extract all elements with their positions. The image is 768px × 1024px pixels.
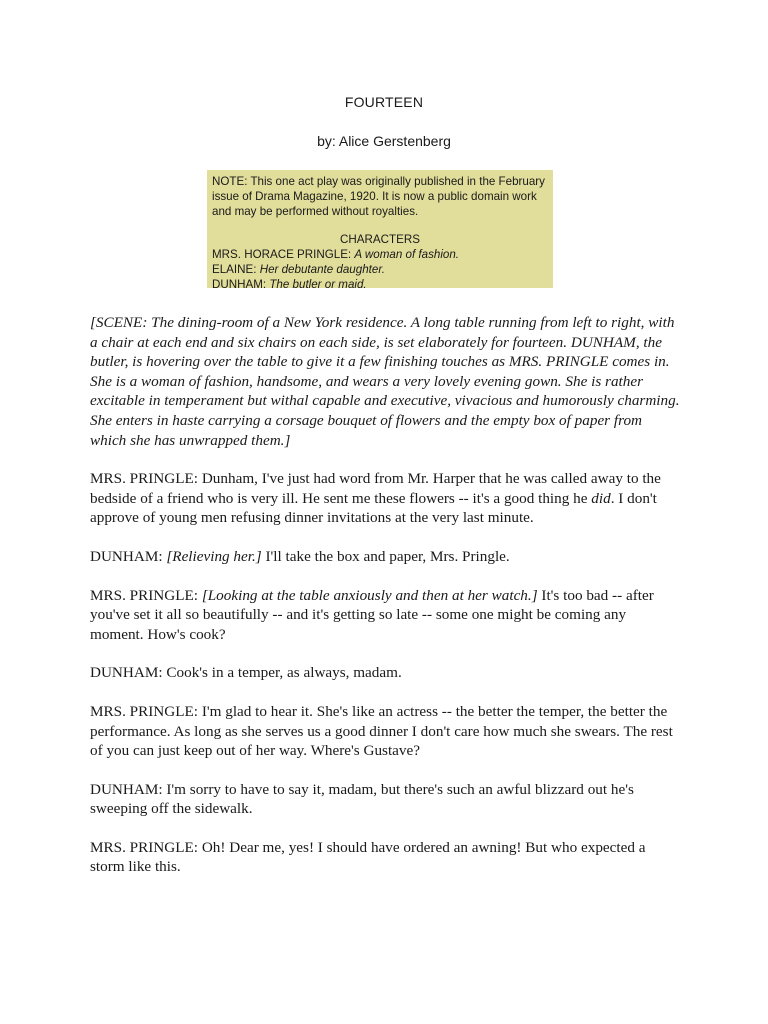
character-description: Her debutante daughter. bbox=[259, 263, 385, 277]
emphasized-word: did bbox=[591, 489, 611, 507]
dialogue-line bbox=[90, 838, 682, 877]
stage-direction: [Looking at the table anxiously and then at her watch.] bbox=[198, 586, 538, 604]
play-title: FOURTEEN bbox=[344, 94, 424, 110]
dialogue-text: Cook's in a temper, as always, madam. bbox=[162, 664, 402, 682]
author-byline: by: Alice Gerstenberg bbox=[317, 133, 451, 149]
dialogue-line bbox=[90, 586, 682, 645]
dialogue-line bbox=[90, 780, 682, 819]
character-description: The butler or maid. bbox=[269, 278, 367, 292]
speaker-name: DUNHAM: bbox=[90, 780, 163, 798]
character-description: A woman of fashion. bbox=[354, 247, 460, 261]
dialogue-text: It's too bad -- after you've set it all so beautifully -- and it's getting so late -- some one might be coming any moment. How's cook? bbox=[90, 586, 654, 643]
scene-description: [SCENE: The dining-room of a New York residence. A long table running from left to right, with a chair at each end and six chairs on each side, is set elaborately for fourteen. DUNHAM, the butler, is hovering over the table to give it a few finishing touches as MRS. PRINGLE comes in. She is a woman of fashion, handsome, and wears a very lovely evening gown. She is rather excitable in temperament but withal capable and executive, vivacious and humorously charming. She enters in haste carrying a corsage bouquet of flowers and the empty box of paper from which she has unwrapped them.] bbox=[90, 314, 680, 449]
characters-heading: CHARACTERS bbox=[340, 232, 420, 246]
speaker-name: DUNHAM: bbox=[90, 664, 163, 682]
publication-note: NOTE: This one act play was originally published in the February issue of Drama Magazine, 1920. It is now a public domain work and may be performed without royalties. bbox=[212, 175, 545, 219]
speaker-name: DUNHAM: bbox=[90, 547, 163, 565]
speaker-name: MRS. PRINGLE: bbox=[90, 586, 199, 604]
character-entry bbox=[212, 277, 548, 292]
script-body bbox=[90, 313, 682, 896]
character-name: DUNHAM: bbox=[212, 278, 267, 292]
dialogue-text: Dunham, I've just had word from Mr. Harper that he was called away to the bedside of a friend who is very ill. He sent me these flowers -- it's a good thing he bbox=[90, 470, 661, 507]
speaker-name: MRS. PRINGLE: bbox=[90, 702, 199, 720]
speaker-name: MRS. PRINGLE: bbox=[90, 838, 199, 856]
dialogue-text: . I don't approve of young men refusing dinner invitations at the very last minute. bbox=[90, 489, 657, 527]
character-name: ELAINE: bbox=[212, 263, 257, 277]
dialogue-text: I'm glad to hear it. She's like an actress -- the better the temper, the better the performance. As long as she serves us a good dinner I don't care how much she swears. The rest of you can just keep out of her way. Where's Gustave? bbox=[90, 702, 673, 760]
note-box bbox=[207, 170, 553, 292]
dialogue-text: Oh! Dear me, yes! I should have ordered an awning! But who expected a storm like this. bbox=[90, 838, 646, 876]
dialogue-line bbox=[90, 469, 682, 528]
speaker-name: MRS. PRINGLE: bbox=[90, 470, 199, 488]
character-name: MRS. HORACE PRINGLE: bbox=[212, 247, 352, 261]
stage-direction: [Relieving her.] bbox=[162, 547, 262, 565]
dialogue-line bbox=[90, 547, 682, 567]
character-entry bbox=[212, 247, 548, 262]
dialogue-text: I'll take the box and paper, Mrs. Pringle. bbox=[261, 547, 510, 565]
dialogue-line bbox=[90, 663, 682, 683]
dialogue-text: I'm sorry to have to say it, madam, but there's such an awful blizzard out he's sweeping off the sidewalk. bbox=[90, 780, 634, 818]
character-entry bbox=[212, 262, 548, 277]
dialogue-line bbox=[90, 702, 682, 761]
